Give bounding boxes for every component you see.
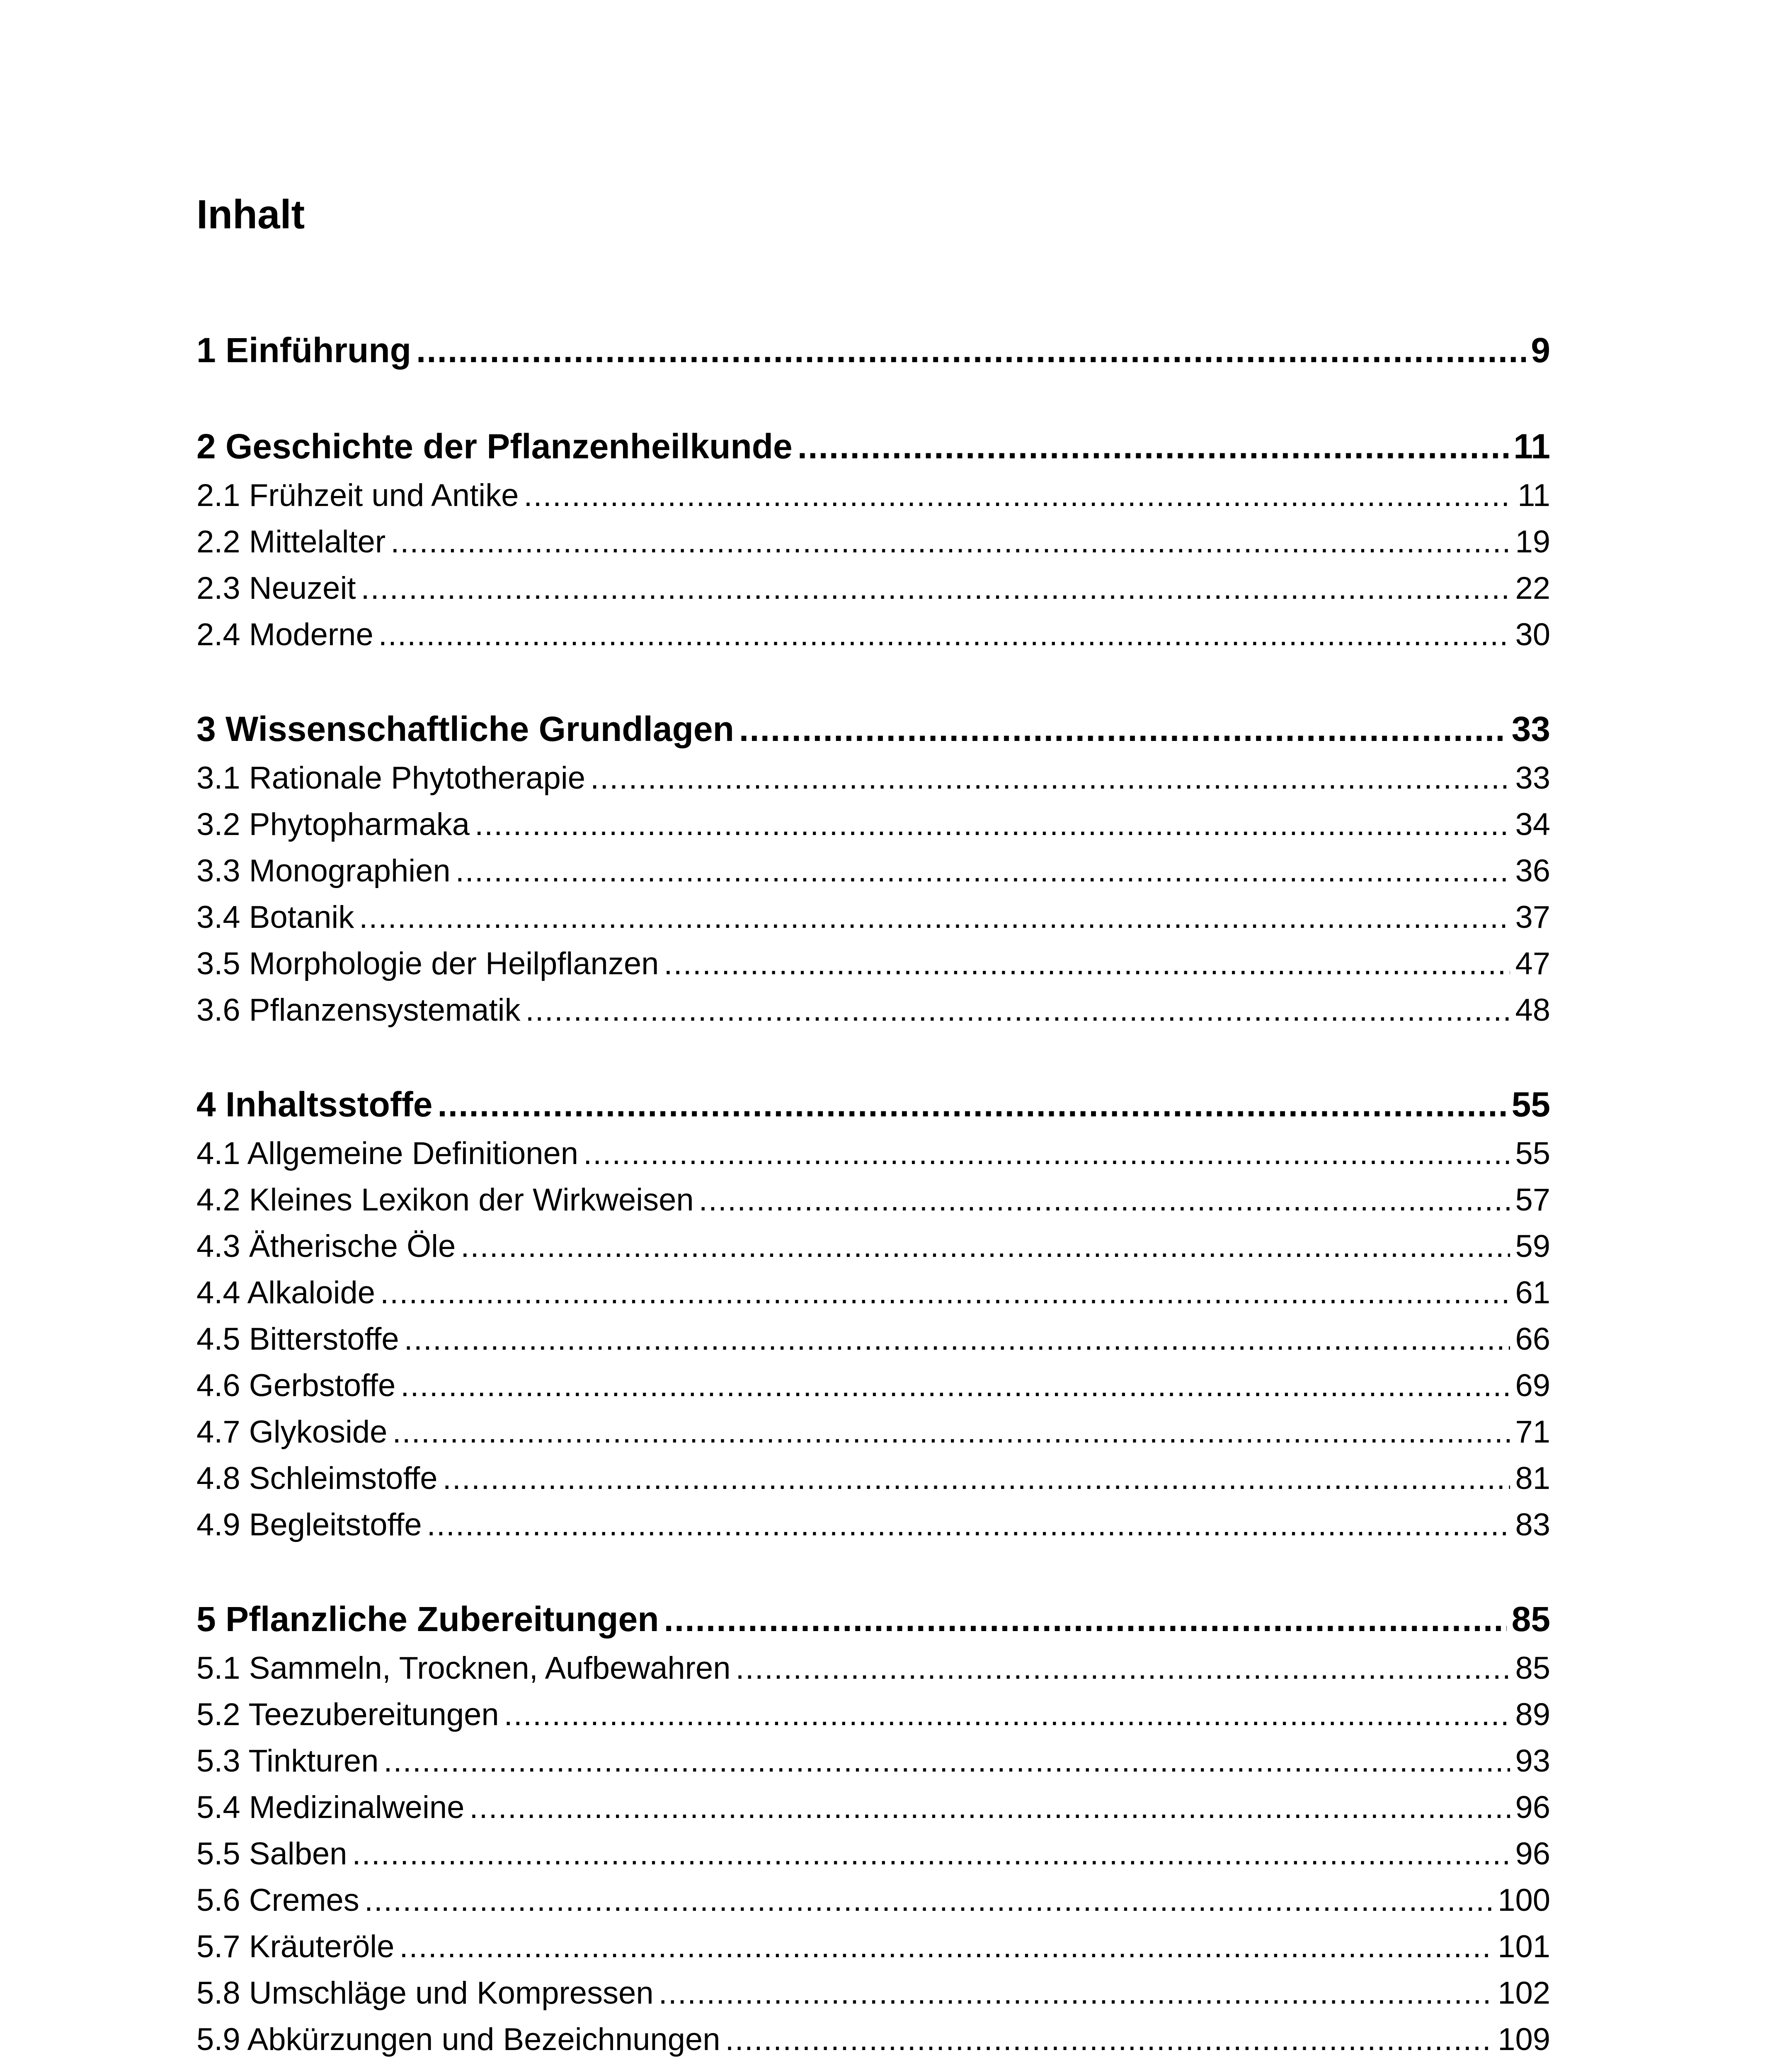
toc-section-entry[interactable] [196, 1318, 1550, 1361]
toc-section-entry[interactable] [196, 1503, 1550, 1547]
toc-section-entry[interactable] [196, 942, 1550, 985]
toc-section-label: 2.1 Frühzeit und Antike [196, 478, 519, 513]
toc-section-label: 4.5 Bitterstoffe [196, 1322, 399, 1357]
toc-section-entry[interactable] [196, 896, 1550, 939]
toc-page-number: 36 [1515, 853, 1550, 888]
toc-page-number: 85 [1515, 1651, 1550, 1686]
toc-chapter-label: 4 Inhaltsstoffe [196, 1085, 433, 1124]
dot-leader [427, 1503, 1510, 1547]
toc-page-number: 85 [1511, 1600, 1550, 1639]
dot-leader [404, 1318, 1510, 1361]
dot-leader [352, 1832, 1510, 1876]
toc-section-entry[interactable] [196, 1225, 1550, 1268]
dot-leader [798, 424, 1508, 469]
toc-section-label: 3.4 Botanik [196, 900, 354, 935]
toc-section-label: 5.7 Kräuteröle [196, 1929, 395, 1964]
dot-leader [399, 1925, 1493, 1968]
toc-chapter-label: 3 Wissenschaftliche Grundlagen [196, 709, 734, 748]
toc-chapter-label: 1 Einführung [196, 331, 411, 370]
dot-leader [359, 896, 1510, 939]
toc-section-entry[interactable] [196, 1786, 1550, 1829]
toc-section-entry[interactable] [196, 1411, 1550, 1454]
dot-leader [461, 1225, 1510, 1268]
toc-section-label: 5.6 Cremes [196, 1883, 359, 1918]
toc-page-number: 47 [1515, 946, 1550, 981]
toc-section-entry[interactable] [196, 1972, 1550, 2015]
toc-section-label: 3.5 Morphologie der Heilpflanzen [196, 946, 659, 981]
toc-page-number: 30 [1515, 617, 1550, 652]
toc-section-label: 4.3 Ätherische Öle [196, 1229, 456, 1264]
dot-leader [699, 1179, 1510, 1222]
dot-leader [383, 1740, 1510, 1783]
toc-section-label: 5.5 Salben [196, 1836, 347, 1871]
toc-section-label: 4.1 Allgemeine Definitionen [196, 1136, 579, 1171]
dot-leader [443, 1457, 1510, 1500]
table-of-contents [196, 0, 1550, 2072]
toc-section-label: 2.4 Moderne [196, 617, 373, 652]
toc-section-entry[interactable] [196, 567, 1550, 610]
toc-section-label: 5.9 Abkürzungen und Bezeichnungen [196, 2022, 720, 2057]
toc-page-number: 81 [1515, 1461, 1550, 1496]
toc-section-entry[interactable] [196, 474, 1550, 517]
toc-section-label: 2.3 Neuzeit [196, 571, 356, 606]
toc-chapter-entry[interactable] [196, 1082, 1550, 1127]
toc-section-entry[interactable] [196, 1132, 1550, 1175]
dot-leader [583, 1132, 1510, 1175]
toc-section-entry[interactable] [196, 1740, 1550, 1783]
toc-page-number: 66 [1515, 1322, 1550, 1357]
toc-section-entry[interactable] [196, 1271, 1550, 1314]
toc-page-number: 83 [1515, 1507, 1550, 1542]
toc-page-number: 96 [1515, 1790, 1550, 1825]
toc-section-label: 4.8 Schleimstoffe [196, 1461, 438, 1496]
toc-page-number: 11 [1518, 478, 1550, 513]
dot-leader [590, 757, 1510, 800]
dot-leader [400, 1364, 1510, 1407]
toc-section-entry[interactable] [196, 1457, 1550, 1500]
toc-section-entry[interactable] [196, 850, 1550, 893]
dot-leader [456, 850, 1510, 893]
toc-section-entry[interactable] [196, 1693, 1550, 1736]
dot-leader [392, 1411, 1510, 1454]
toc-section-label: 3.1 Rationale Phytotherapie [196, 760, 585, 796]
toc-chapter-label: 5 Pflanzliche Zubereitungen [196, 1600, 659, 1639]
toc-section-label: 5.1 Sammeln, Trocknen, Aufbewahren [196, 1651, 731, 1686]
dot-leader [416, 327, 1526, 373]
dot-leader [504, 1693, 1510, 1736]
dot-leader [475, 803, 1510, 846]
toc-section-label: 4.7 Glykoside [196, 1414, 388, 1450]
toc-page-number: 9 [1531, 331, 1550, 370]
toc-page-number: 61 [1515, 1275, 1550, 1310]
toc-page-number: 102 [1498, 1975, 1550, 2011]
dot-leader [526, 989, 1510, 1032]
dot-leader [361, 567, 1510, 610]
page-title: Inhalt [196, 191, 305, 237]
toc-section-entry[interactable] [196, 613, 1550, 656]
toc-section-label: 3.3 Monographien [196, 853, 451, 888]
dot-leader [378, 613, 1510, 656]
toc-page-number: 69 [1515, 1368, 1550, 1403]
toc-section-label: 2.2 Mittelalter [196, 524, 386, 559]
dot-leader [524, 474, 1513, 517]
dot-leader [364, 1879, 1493, 1922]
toc-page-number: 109 [1498, 2022, 1550, 2057]
dot-leader [380, 1271, 1510, 1314]
toc-section-label: 5.3 Tinkturen [196, 1743, 379, 1779]
toc-page-number: 96 [1515, 1836, 1550, 1871]
toc-chapter-entry[interactable] [196, 327, 1550, 373]
dot-leader [437, 1082, 1506, 1127]
toc-page-number: 59 [1515, 1229, 1550, 1264]
toc-section-label: 5.2 Teezubereitungen [196, 1697, 499, 1732]
toc-chapter-label: 2 Geschichte der Pflanzenheilkunde [196, 427, 793, 466]
toc-section-label: 5.8 Umschläge und Kompressen [196, 1975, 654, 2011]
toc-page-number: 101 [1498, 1929, 1550, 1964]
toc-section-entry[interactable] [196, 2018, 1550, 2061]
toc-page-number: 93 [1515, 1743, 1550, 1779]
toc-page-number: 55 [1511, 1085, 1550, 1124]
toc-page-number: 100 [1498, 1883, 1550, 1918]
dot-leader [739, 706, 1507, 752]
dot-leader [664, 1596, 1507, 1642]
toc-page-number: 37 [1515, 900, 1550, 935]
toc-page-number: 55 [1515, 1136, 1550, 1171]
toc-page-number: 34 [1515, 807, 1550, 842]
toc-section-entry[interactable] [196, 803, 1550, 846]
toc-section-entry[interactable] [196, 1364, 1550, 1407]
toc-page-number: 19 [1515, 524, 1550, 559]
toc-chapter-entry[interactable] [196, 424, 1550, 469]
toc-section-label: 4.4 Alkaloide [196, 1275, 375, 1310]
toc-page-number: 22 [1515, 571, 1550, 606]
toc-section-label: 3.6 Pflanzensystematik [196, 992, 521, 1028]
dot-leader [736, 1647, 1510, 1690]
toc-section-label: 4.6 Gerbstoffe [196, 1368, 396, 1403]
toc-page-number: 33 [1511, 709, 1550, 748]
toc-section-label: 3.2 Phytopharmaka [196, 807, 470, 842]
toc-page-number: 89 [1515, 1697, 1550, 1732]
dot-leader [469, 1786, 1510, 1829]
dot-leader [725, 2018, 1493, 2061]
toc-section-label: 5.4 Medizinalweine [196, 1790, 465, 1825]
toc-chapter-entry[interactable] [196, 1596, 1550, 1642]
toc-page-number: 33 [1515, 760, 1550, 796]
toc-section-entry[interactable] [196, 757, 1550, 800]
dot-leader [664, 942, 1510, 985]
toc-section-entry[interactable] [196, 989, 1550, 1032]
toc-page-number: 11 [1513, 427, 1550, 466]
toc-section-entry[interactable] [196, 1832, 1550, 1876]
toc-section-label: 4.2 Kleines Lexikon der Wirkweisen [196, 1182, 694, 1218]
toc-page-number: 57 [1515, 1182, 1550, 1218]
toc-section-entry[interactable] [196, 1879, 1550, 1922]
toc-section-entry[interactable] [196, 520, 1550, 564]
toc-section-label: 4.9 Begleitstoffe [196, 1507, 422, 1542]
toc-section-entry[interactable] [196, 1179, 1550, 1222]
dot-leader [390, 520, 1510, 564]
toc-page-number: 48 [1515, 992, 1550, 1028]
toc-chapter-entry[interactable] [196, 706, 1550, 752]
toc-section-entry[interactable] [196, 1647, 1550, 1690]
toc-section-entry[interactable] [196, 1925, 1550, 1968]
toc-page-number: 71 [1515, 1414, 1550, 1450]
dot-leader [659, 1972, 1493, 2015]
